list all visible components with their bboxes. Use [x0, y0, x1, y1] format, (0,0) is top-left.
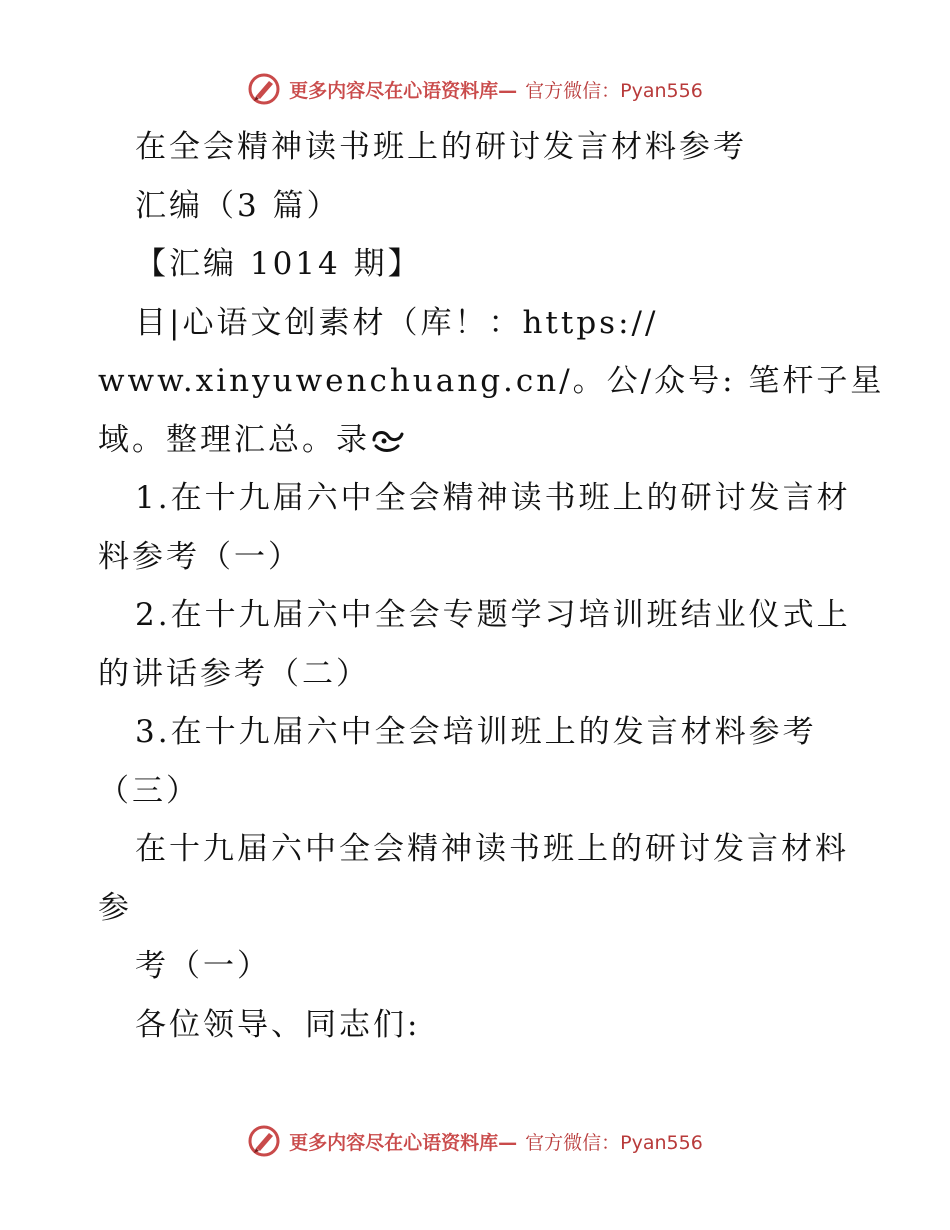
banner-text: 更多内容尽在心语资料库— [289, 79, 518, 102]
swirl-icon [370, 426, 406, 454]
banner-contact: 官方微信：Pyan556 [525, 1131, 703, 1154]
doc-line: www.xinyuwenchuang.cn/。公/众号: 笔杆子星 [98, 363, 885, 399]
section-heading-cont-2: 考（一） [135, 948, 271, 984]
doc-issue: 【汇编 1014 期】 [135, 246, 422, 282]
doc-line-with-icon [98, 411, 858, 470]
section-heading-cont: 参 [98, 889, 132, 926]
toc-item-2: 2.在十九届六中全会专题学习培训班结业仪式上 [135, 597, 851, 633]
toc-item-3-cont: （三） [98, 772, 200, 809]
doc-title-line-2: 汇编（3 篇） [135, 187, 341, 224]
document-body [98, 118, 885, 1054]
toc-item-3: 3.在十九届六中全会培训班上的发言材料参考 [135, 714, 817, 750]
pen-logo-icon [247, 72, 281, 106]
toc-item-1: 1.在十九届六中全会精神读书班上的研讨发言材 [135, 480, 851, 516]
pen-logo-icon [247, 1124, 281, 1158]
toc-item-2-cont: 的讲话参考（二） [98, 655, 370, 692]
salutation: 各位领导、同志们: [135, 1006, 421, 1043]
doc-title-line-1: 在全会精神读书班上的研讨发言材料参考 [135, 129, 747, 165]
header-banner [0, 72, 950, 106]
footer-banner [0, 1124, 950, 1158]
banner-contact: 官方微信：Pyan556 [525, 79, 703, 102]
doc-line-text: 域。整理汇总。录 [98, 421, 370, 458]
section-heading: 在十九届六中全会精神读书班上的研讨发言材料 [135, 831, 849, 867]
doc-line: 目|心语文创素材（库！：https:// [135, 304, 659, 341]
toc-item-1-cont: 料参考（一） [98, 538, 302, 575]
banner-text: 更多内容尽在心语资料库— [289, 1131, 518, 1154]
